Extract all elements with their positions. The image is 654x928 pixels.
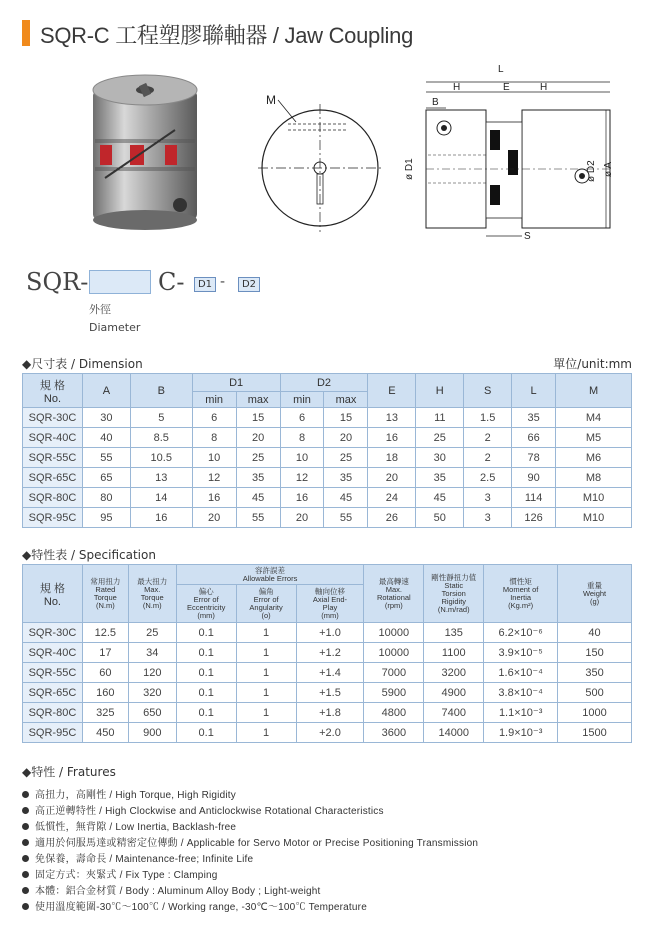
bullet-icon — [22, 871, 29, 878]
table-cell: 2.5 — [464, 468, 512, 488]
table-cell: 1.9×10⁻³ — [484, 723, 558, 743]
list-item — [22, 852, 478, 868]
table-cell: 1 — [236, 703, 296, 723]
col-a: A — [82, 374, 130, 408]
spec-col-ecc: 偏心 Error of Eccentricity (mm) — [176, 585, 236, 623]
label-m: M — [266, 93, 276, 107]
spec-col-no: 規 格 No. — [23, 565, 83, 623]
table-cell: M6 — [556, 448, 632, 468]
dimension-section-title: ◆尺寸表 / Dimension — [22, 357, 143, 371]
table-row — [23, 643, 632, 663]
table-cell: 12 — [192, 468, 236, 488]
table-cell: 35 — [324, 468, 368, 488]
table-cell: 10000 — [364, 623, 424, 643]
label-h-right: H — [540, 82, 548, 93]
table-cell: 160 — [82, 683, 128, 703]
col-d2-min: min — [280, 392, 324, 408]
table-cell: 6 — [192, 408, 236, 428]
table-cell: SQR-80C — [23, 488, 83, 508]
table-cell: 8 — [192, 428, 236, 448]
table-cell: 5900 — [364, 683, 424, 703]
table-cell: 126 — [512, 508, 556, 528]
table-cell: +1.5 — [296, 683, 364, 703]
table-row — [23, 428, 632, 448]
table-cell: 25 — [236, 448, 280, 468]
table-cell: 10.5 — [130, 448, 192, 468]
table-cell: M10 — [556, 488, 632, 508]
table-cell: 45 — [236, 488, 280, 508]
model-dash: - — [220, 274, 226, 290]
table-row — [23, 623, 632, 643]
table-cell: 11 — [416, 408, 464, 428]
table-cell: 66 — [512, 428, 556, 448]
table-cell: 0.1 — [176, 703, 236, 723]
features-section-title: ◆特性 / Fratures — [22, 765, 116, 779]
table-cell: M5 — [556, 428, 632, 448]
table-cell: M10 — [556, 508, 632, 528]
table-cell: 16 — [368, 428, 416, 448]
table-cell: 60 — [82, 663, 128, 683]
diameter-box — [89, 270, 151, 294]
label-h-left: H — [453, 82, 461, 93]
table-cell: 34 — [128, 643, 176, 663]
spec-col-speed: 最高轉速 Max. Rotational (rpm) — [364, 565, 424, 623]
list-item — [22, 788, 478, 804]
spec-col-rigidity: 剛性靜扭力值 Static Torsion Rigidity (N.m/rad) — [424, 565, 484, 623]
table-cell: 24 — [368, 488, 416, 508]
table-cell: 40 — [82, 428, 130, 448]
table-row — [23, 448, 632, 468]
table-cell: 80 — [82, 488, 130, 508]
table-cell: 3.9×10⁻⁵ — [484, 643, 558, 663]
table-cell: 1100 — [424, 643, 484, 663]
table-cell: 3.8×10⁻⁴ — [484, 683, 558, 703]
table-row — [23, 508, 632, 528]
col-e: E — [368, 374, 416, 408]
table-cell: 25 — [128, 623, 176, 643]
bullet-icon — [22, 823, 29, 830]
table-cell: SQR-65C — [23, 683, 83, 703]
list-item — [22, 884, 478, 900]
table-cell: 3600 — [364, 723, 424, 743]
table-cell: 95 — [82, 508, 130, 528]
table-cell: 1500 — [558, 723, 632, 743]
table-cell: 15 — [236, 408, 280, 428]
specification-table — [22, 564, 632, 743]
title-accent-bar — [22, 20, 30, 46]
table-cell: 0.1 — [176, 683, 236, 703]
table-cell: 5 — [130, 408, 192, 428]
table-cell: SQR-30C — [23, 623, 83, 643]
table-cell: 35 — [236, 468, 280, 488]
table-row — [23, 408, 632, 428]
table-cell: 35 — [512, 408, 556, 428]
table-row — [23, 468, 632, 488]
col-no: 規 格 No. — [23, 374, 83, 408]
table-cell: 12 — [280, 468, 324, 488]
table-cell: 1 — [236, 683, 296, 703]
table-cell: 3 — [464, 508, 512, 528]
dimension-table — [22, 373, 632, 528]
table-cell: 900 — [128, 723, 176, 743]
table-cell: 650 — [128, 703, 176, 723]
list-item — [22, 900, 478, 916]
list-item — [22, 804, 478, 820]
spec-col-allowable: 容許誤差 Allowable Errors — [176, 565, 364, 585]
feature-text: 免保養，壽命長 / Maintenance-free; Infinite Life — [35, 854, 254, 865]
spec-col-axial: 軸向位移 Axial End- Play (mm) — [296, 585, 364, 623]
table-cell: 1 — [236, 643, 296, 663]
diameter-label-zh: 外徑 — [89, 303, 111, 316]
table-cell: 2 — [464, 428, 512, 448]
col-d2: D2 — [280, 374, 368, 392]
table-row — [23, 703, 632, 723]
table-cell: 14 — [130, 488, 192, 508]
table-cell: 30 — [82, 408, 130, 428]
table-cell: 17 — [82, 643, 128, 663]
table-cell: SQR-30C — [23, 408, 83, 428]
table-cell: 20 — [280, 508, 324, 528]
feature-text: 低慣性，無背隙 / Low Inertia, Backlash-free — [35, 822, 237, 833]
table-cell: 12.5 — [82, 623, 128, 643]
model-prefix: SQR- — [26, 268, 89, 296]
table-cell: 6 — [280, 408, 324, 428]
side-view-drawing — [398, 60, 618, 245]
list-item — [22, 836, 478, 852]
spec-col-weight: 重量 Weight (g) — [558, 565, 632, 623]
table-cell: 1 — [236, 623, 296, 643]
table-cell: 16 — [130, 508, 192, 528]
front-view-drawing — [258, 92, 388, 232]
table-cell: 0.1 — [176, 623, 236, 643]
col-h: H — [416, 374, 464, 408]
table-cell: SQR-55C — [23, 663, 83, 683]
table-cell: 15 — [324, 408, 368, 428]
table-row — [23, 683, 632, 703]
feature-text: 本體：鋁合金材質 / Body : Aluminum Alloy Body ; Light-weight — [35, 886, 321, 897]
table-cell: 0.1 — [176, 663, 236, 683]
table-cell: 1 — [236, 723, 296, 743]
table-cell: 1.1×10⁻³ — [484, 703, 558, 723]
label-a: ø A — [603, 161, 614, 177]
table-cell: 4900 — [424, 683, 484, 703]
table-cell: 1.6×10⁻⁴ — [484, 663, 558, 683]
label-d1: ø D1 — [404, 158, 415, 180]
bullet-icon — [22, 791, 29, 798]
table-cell: 1 — [236, 663, 296, 683]
table-cell: 16 — [280, 488, 324, 508]
table-cell: SQR-95C — [23, 723, 83, 743]
table-cell: 18 — [368, 448, 416, 468]
label-s: S — [524, 231, 531, 242]
unit-label: 單位/unit:mm — [553, 357, 632, 371]
col-d1-max: max — [236, 392, 280, 408]
table-row — [23, 488, 632, 508]
table-cell: SQR-65C — [23, 468, 83, 488]
table-cell: 120 — [128, 663, 176, 683]
table-cell: M4 — [556, 408, 632, 428]
bullet-icon — [22, 855, 29, 862]
col-d1: D1 — [192, 374, 280, 392]
table-cell: SQR-80C — [23, 703, 83, 723]
table-cell: 135 — [424, 623, 484, 643]
list-item — [22, 868, 478, 884]
table-cell: 8.5 — [130, 428, 192, 448]
table-cell: 7400 — [424, 703, 484, 723]
label-d2: ø D2 — [586, 160, 597, 182]
diameter-label-en: Diameter — [89, 321, 141, 334]
feature-text: 高正逆轉特性 / High Clockwise and Anticlockwise Rotational Characteristics — [35, 806, 384, 817]
table-cell: SQR-40C — [23, 428, 83, 448]
table-cell: 4800 — [364, 703, 424, 723]
table-cell: 450 — [82, 723, 128, 743]
product-photo — [85, 70, 205, 235]
table-cell: +1.0 — [296, 623, 364, 643]
table-cell: SQR-95C — [23, 508, 83, 528]
table-cell: 16 — [192, 488, 236, 508]
bullet-icon — [22, 839, 29, 846]
table-cell: +1.4 — [296, 663, 364, 683]
table-cell: 90 — [512, 468, 556, 488]
table-cell: 55 — [324, 508, 368, 528]
bullet-icon — [22, 807, 29, 814]
table-cell: 65 — [82, 468, 130, 488]
table-cell: 20 — [236, 428, 280, 448]
col-b: B — [130, 374, 192, 408]
table-cell: 55 — [236, 508, 280, 528]
table-cell: 78 — [512, 448, 556, 468]
specification-table-body — [23, 623, 632, 743]
table-cell: 25 — [416, 428, 464, 448]
table-cell: 500 — [558, 683, 632, 703]
model-mid: C- — [158, 268, 185, 296]
spec-col-ang: 偏角 Error of Angularity (o) — [236, 585, 296, 623]
table-cell: 3200 — [424, 663, 484, 683]
list-item — [22, 820, 478, 836]
table-cell: 45 — [416, 488, 464, 508]
table-cell: 50 — [416, 508, 464, 528]
table-cell: 26 — [368, 508, 416, 528]
table-cell: 14000 — [424, 723, 484, 743]
table-cell: +2.0 — [296, 723, 364, 743]
col-m: M — [556, 374, 632, 408]
d1-box: D1 — [194, 277, 216, 292]
table-cell: 20 — [368, 468, 416, 488]
table-cell: 320 — [128, 683, 176, 703]
dimension-table-body — [23, 408, 632, 528]
page-title: SQR-C 工程塑膠聯軸器 / Jaw Coupling — [40, 23, 414, 48]
feature-text: 適用於伺服馬達或精密定位傳動 / Applicable for Servo Motor or Precise Positioning Transmission — [35, 838, 479, 849]
label-l: L — [498, 64, 504, 75]
table-cell: 0.1 — [176, 723, 236, 743]
table-cell: 13 — [368, 408, 416, 428]
bullet-icon — [22, 887, 29, 894]
col-d2-max: max — [324, 392, 368, 408]
table-cell: 13 — [130, 468, 192, 488]
table-cell: 30 — [416, 448, 464, 468]
table-cell: 350 — [558, 663, 632, 683]
table-cell: 3 — [464, 488, 512, 508]
table-cell: 20 — [324, 428, 368, 448]
table-cell: 10 — [280, 448, 324, 468]
table-cell: 8 — [280, 428, 324, 448]
col-d1-min: min — [192, 392, 236, 408]
table-cell: 25 — [324, 448, 368, 468]
label-e: E — [503, 82, 510, 93]
table-cell: SQR-55C — [23, 448, 83, 468]
table-cell: 1000 — [558, 703, 632, 723]
table-cell: 150 — [558, 643, 632, 663]
spec-col-moment: 慣性矩 Moment of Inertia (Kg.m²) — [484, 565, 558, 623]
d2-box: D2 — [238, 277, 260, 292]
table-cell: 40 — [558, 623, 632, 643]
table-cell: 114 — [512, 488, 556, 508]
specification-section-title: ◆特性表 / Specification — [22, 548, 156, 562]
table-cell: 20 — [192, 508, 236, 528]
table-cell: 45 — [324, 488, 368, 508]
table-cell: M8 — [556, 468, 632, 488]
feature-text: 高扭力，高剛性 / High Torque, High Rigidity — [35, 790, 236, 801]
feature-text: 固定方式：夾緊式 / Fix Type : Clamping — [35, 870, 218, 881]
label-b: B — [432, 97, 439, 108]
col-l: L — [512, 374, 556, 408]
table-row — [23, 723, 632, 743]
col-s: S — [464, 374, 512, 408]
table-cell: 2 — [464, 448, 512, 468]
table-cell: 7000 — [364, 663, 424, 683]
table-cell: 0.1 — [176, 643, 236, 663]
spec-col-rated: 常用扭力 Rated Torque (N.m) — [82, 565, 128, 623]
table-cell: 1.5 — [464, 408, 512, 428]
table-row — [23, 663, 632, 683]
table-cell: 55 — [82, 448, 130, 468]
table-cell: 10 — [192, 448, 236, 468]
bullet-icon — [22, 903, 29, 910]
table-cell: +1.2 — [296, 643, 364, 663]
spec-col-max: 最大扭力 Max. Torque (N.m) — [128, 565, 176, 623]
feature-text: 使用溫度範圍-30℃〜100℃ / Working range, -30℃〜100℃ Temperature — [35, 902, 367, 913]
features-list — [22, 788, 478, 916]
table-cell: +1.8 — [296, 703, 364, 723]
table-cell: SQR-40C — [23, 643, 83, 663]
table-cell: 325 — [82, 703, 128, 723]
table-cell: 6.2×10⁻⁶ — [484, 623, 558, 643]
table-cell: 35 — [416, 468, 464, 488]
table-cell: 10000 — [364, 643, 424, 663]
